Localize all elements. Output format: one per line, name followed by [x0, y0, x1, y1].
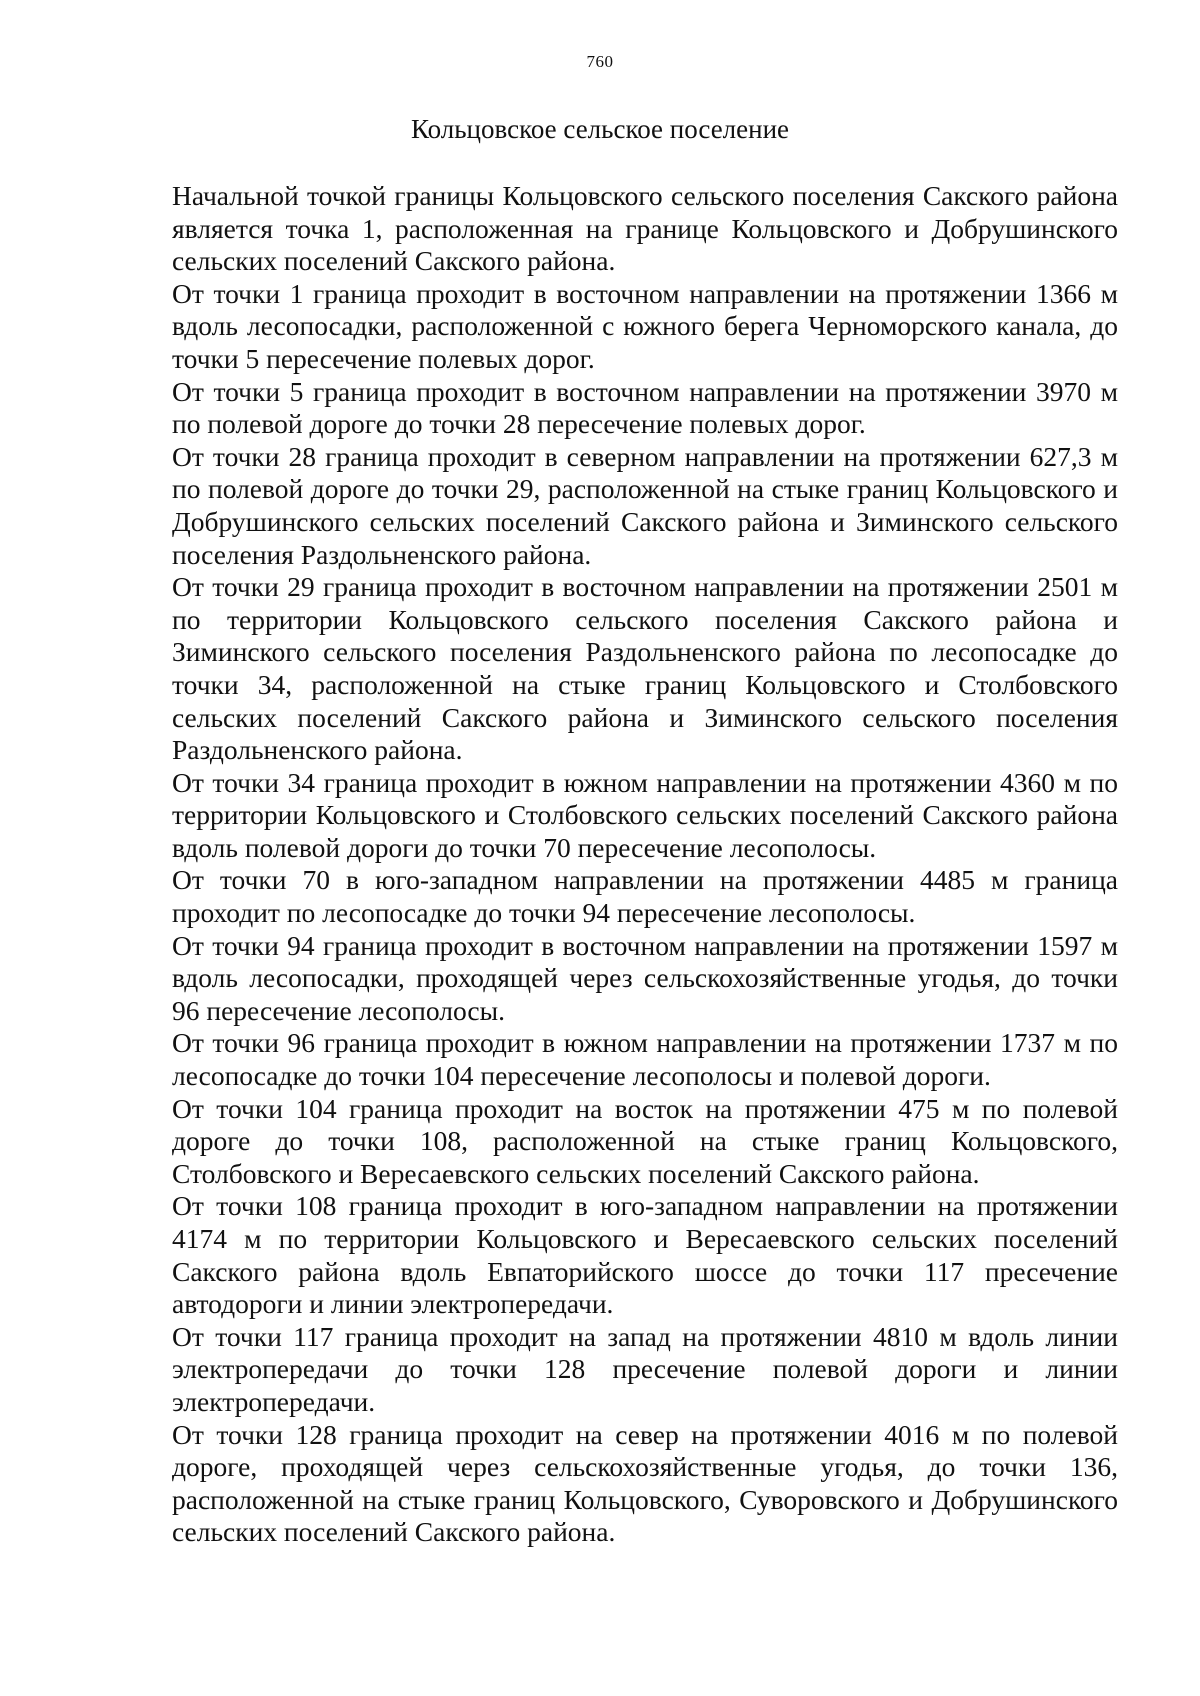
page-number: 760: [586, 52, 614, 71]
paragraph: От точки 70 в юго-западном направлении на протяжении 4485 м граница проходит по лесопосадке до точки 94 пересечение лесополосы.: [172, 864, 1118, 929]
page-title: Кольцовское сельское поселение: [410, 114, 790, 144]
paragraph: От точки 96 граница проходит в южном направлении на протяжении 1737 м по лесопосадке до точки 104 пересечение лесополосы и полевой дороги.: [172, 1027, 1118, 1092]
paragraph: От точки 29 граница проходит в восточном направлении на протяжении 2501 м по территории Кольцовского сельского поселения Сакского района и Зиминского сельского поселения Раздольненского района по лесопосадке до точки 34, расположенной на стыке границ Кольцовского и Столбовского сельских поселений Сакского района и Зиминского сельского поселения Раздольненского района.: [172, 571, 1118, 766]
paragraph: От точки 5 граница проходит в восточном направлении на протяжении 3970 м по полевой дороге до точки 28 пересечение полевых дорог.: [172, 375, 1118, 440]
paragraph: От точки 117 граница проходит на запад на протяжении 4810 м вдоль линии электропередачи до точки 128 пресечение полевой дороги и линии электропередачи.: [172, 1320, 1118, 1417]
paragraph: От точки 1 граница проходит в восточном направлении на протяжении 1366 м вдоль лесопосадки, расположенной с южного берега Черноморского канала, до точки 5 пересечение полевых дорог.: [172, 277, 1118, 374]
paragraph: От точки 128 граница проходит на север на протяжении 4016 м по полевой дороге, проходящей через сельскохозяйственные угодья, до точки 136, расположенной на стыке границ Кольцовского, Суворовского и Добрушинского сельских поселений Сакского района.: [172, 1418, 1118, 1548]
paragraph: От точки 34 граница проходит в южном направлении на протяжении 4360 м по территории Кольцовского и Столбовского сельских поселений Сакского района вдоль полевой дороги до точки 70 пересечение лесополосы.: [172, 766, 1118, 863]
paragraph: От точки 108 граница проходит в юго-западном направлении на протяжении 4174 м по территории Кольцовского и Вересаевского сельских поселений Сакского района вдоль Евпаторийского шоссе до точки 117 пресечение автодороги и линии электропередачи.: [172, 1190, 1118, 1320]
paragraph: От точки 104 граница проходит на восток на протяжении 475 м по полевой дороге до точки 108, расположенной на стыке границ Кольцовского, Столбовского и Вересаевского сельских поселений Сакского района.: [172, 1092, 1118, 1189]
paragraph: От точки 94 граница проходит в восточном направлении на протяжении 1597 м вдоль лесопосадки, проходящей через сельскохозяйственные угодья, до точки 96 пересечение лесополосы.: [172, 929, 1118, 1026]
paragraph: От точки 28 граница проходит в северном направлении на протяжении 627,3 м по полевой дороге до точки 29, расположенной на стыке границ Кольцовского и Добрушинского сельских поселений Сакского района и Зиминского сельского поселения Раздольненского района.: [172, 440, 1118, 570]
document-body: [172, 180, 1118, 1549]
paragraph: Начальной точкой границы Кольцовского сельского поселения Сакского района является точка 1, расположенная на границе Кольцовского и Добрушинского сельских поселений Сакского района.: [172, 180, 1118, 277]
